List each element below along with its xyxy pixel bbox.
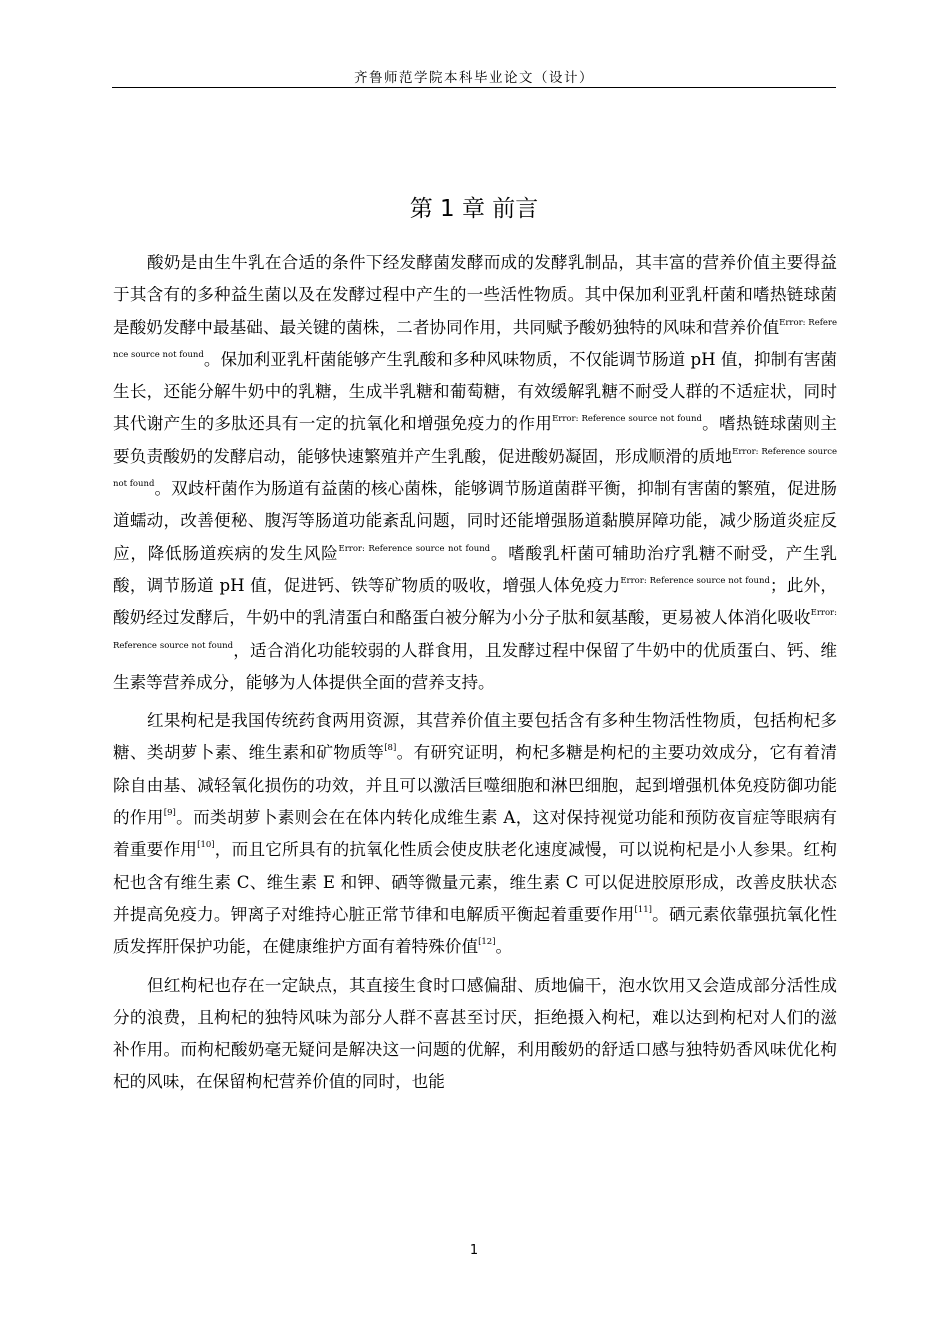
text-run: 。嗜酸乳杆菌可辅助治疗乳糖不耐受，产生乳酸，调节肠道 pH 值，促进钙、铁等矿物质的吸收，增强人体免疫力 xyxy=(113,543,838,595)
citation-marker: Error: Reference source not found xyxy=(113,317,837,360)
text-run: 。有研究证明，枸杞多糖是枸杞的主要功效成分，它有着清除自由基、减轻氧化损伤的功效，并且可以激活巨噬细胞和淋巴细胞，起到增强机体免疫防御功能的作用 xyxy=(113,743,838,828)
citation-marker: [9] xyxy=(163,808,176,819)
paragraph-2 xyxy=(113,705,837,963)
citation-marker: Error: Reference source not found xyxy=(113,608,837,651)
text-run: 酸奶是由生牛乳在合适的条件下经发酵菌发酵而成的发酵乳制品，其丰富的营养价值主要得益于其含有的多种益生菌以及在发酵过程中产生的一些活性物质。其中保加利亚乳杆菌和嗜热链球菌是酸奶发酵中最基础、最关键的菌株，二者协同作用，共同赋予酸奶独特的风味和营养价值 xyxy=(113,253,837,337)
citation-marker: [10] xyxy=(197,840,215,851)
text-run: ；此外，酸奶经过发酵后，牛奶中的乳清蛋白和酪蛋白被分解为小分子肽和氨基酸，更易被人体消化吸收 xyxy=(113,575,837,628)
text-run: ，而且它所具有的抗氧化性质会使皮肤老化速度减慢，可以说枸杞是小人参果。红枸杞也含有维生素 C、维生素 E 和钾、硒等微量元素，维生素 C 可以促进胶原形成，改善皮肤状态并提高免疫力。钾离子对维持心脏正常节律和电解质平衡起着重要作用 xyxy=(113,840,838,924)
paragraph-3 xyxy=(113,970,837,1099)
citation-marker: Error: Reference source not found xyxy=(113,446,837,490)
text-run: 。双歧杆菌作为肠道有益菌的核心菌株，能够调节肠道菌群平衡，抑制有害菌的繁殖，促进肠道蠕动，改善便秘、腹泻等肠道功能紊乱问题，同时还能增强肠道黏膜屏障功能，减少肠道炎症反应，降低肠道疾病的发生风险 xyxy=(113,479,837,563)
text-run: 。 xyxy=(495,937,513,957)
paragraph-1 xyxy=(113,247,837,699)
chapter-title: 第 1 章 前言 xyxy=(409,196,539,222)
text-run: ，适合消化功能较弱的人群食用，且发酵过程中保留了牛奶中的优质蛋白、钙、维生素等营养成分，能够为人体提供全面的营养支持。 xyxy=(113,640,838,692)
text-run: 红果枸杞是我国传统药食两用资源，其营养价值主要包括含有多种生物活性物质，包括枸杞多糖、类胡萝卜素、维生素和矿物质等 xyxy=(113,711,837,763)
text-run: 。嗜热链球菌则主要负责酸奶的发酵启动，能够快速繁殖并产生乳酸，促进酸奶凝固，形成顺滑的质地 xyxy=(113,414,837,466)
header-divider xyxy=(112,87,836,88)
page-header: 齐鲁师范学院本科毕业论文（设计） xyxy=(354,70,594,86)
text-run: 。而类胡萝卜素则会在在体内转化成维生素 A，这对保持视觉功能和预防夜盲症等眼病有着重要作用 xyxy=(113,808,838,860)
citation-marker: Error: Reference source not found xyxy=(338,543,491,554)
citation-marker: Error: Reference source not found xyxy=(552,414,702,425)
text-run: 但红枸杞也存在一定缺点，其直接生食时口感偏甜、质地偏干，泡水饮用又会造成部分活性成分的浪费，且枸杞的独特风味为部分人群不喜甚至讨厌，拒绝摄入枸杞，难以达到枸杞对人们的滋补作用。而枸杞酸奶毫无疑问是解决这一问题的优解，利用酸奶的舒适口感与独特奶香风味优化枸杞的风味，在保留枸杞营养价值的同时，也能 xyxy=(113,975,837,1092)
citation-marker: [12] xyxy=(478,937,496,948)
citation-marker: [8] xyxy=(384,743,397,754)
citation-marker: [11] xyxy=(634,904,652,915)
citation-marker: Error: Reference source not found xyxy=(620,575,770,586)
text-run: 。硒元素依靠强抗氧化性质发挥肝保护功能，在健康维护方面有着特殊价值 xyxy=(113,904,838,957)
text-run: 。保加利亚乳杆菌能够产生乳酸和多种风味物质，不仅能调节肠道 pH 值，抑制有害菌生长，还能分解牛奶中的乳糖，生成半乳糖和葡萄糖，有效缓解乳糖不耐受人群的不适症状，同时其代谢产生的多肽还具有一定的抗氧化和增强免疫力的作用 xyxy=(113,349,838,434)
page-number: 1 xyxy=(469,1243,479,1258)
body-text xyxy=(113,247,837,1099)
